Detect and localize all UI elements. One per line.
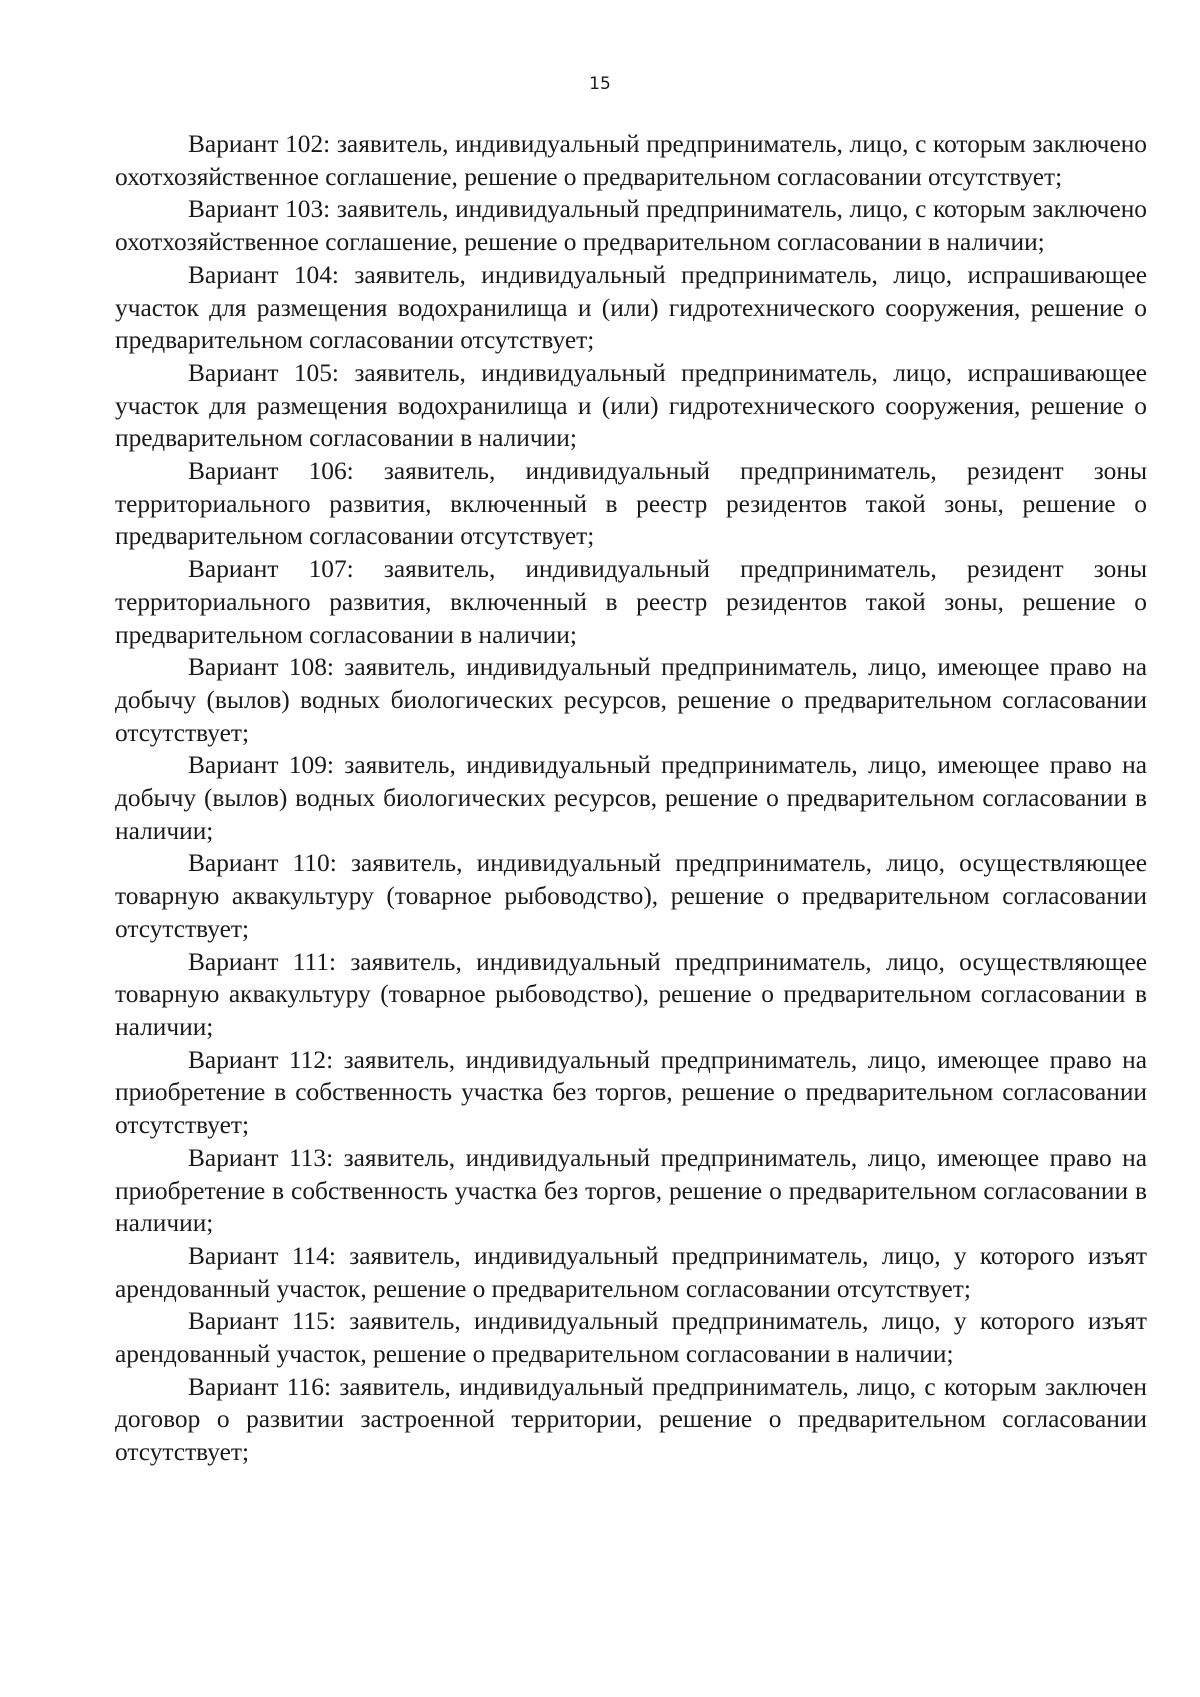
- variant-paragraph: Вариант 115: заявитель, индивидуальный предприниматель, лицо, у которого изъят арендованный участок, решение о предварительном согласовании в наличии;: [115, 1307, 1147, 1369]
- variant-paragraph: Вариант 106: заявитель, индивидуальный предприниматель, резидент зоны территориального развития, включенный в реестр резидентов такой зоны, решение о предварительном согласовании отсутствует;: [115, 457, 1147, 551]
- variant-paragraph: Вариант 113: заявитель, индивидуальный предприниматель, лицо, имеющее право на приобретение в собственность участка без торгов, решение о предварительном согласовании в наличии;: [115, 1143, 1147, 1238]
- variant-paragraph: Вариант 111: заявитель, индивидуальный предприниматель, лицо, осуществляющее товарную аквакультуру (товарное рыбоводство), решение о предварительном согласовании в наличии;: [115, 947, 1147, 1041]
- variant-paragraph: Вариант 105: заявитель, индивидуальный предприниматель, лицо, испрашивающее участок для размещения водохранилища и (или) гидротехнического сооружения, решение о предварительном согласовании в наличии;: [115, 358, 1147, 453]
- variant-paragraph: Вариант 109: заявитель, индивидуальный предприниматель, лицо, имеющее право на добычу (вылов) водных биологических ресурсов, решение о предварительном согласовании в наличии;: [115, 751, 1147, 845]
- variant-paragraph: Вариант 114: заявитель, индивидуальный предприниматель, лицо, у которого изъят арендованный участок, решение о предварительном согласовании отсутствует;: [115, 1241, 1147, 1303]
- variant-paragraph: Вариант 108: заявитель, индивидуальный предприниматель, лицо, имеющее право на добычу (вылов) водных биологических ресурсов, решение о предварительном согласовании отсутствует;: [115, 653, 1147, 747]
- page-number: 15: [589, 74, 611, 94]
- variant-paragraph: Вариант 107: заявитель, индивидуальный предприниматель, резидент зоны территориального развития, включенный в реестр резидентов такой зоны, решение о предварительном согласовании в наличии;: [115, 555, 1147, 649]
- document-body: [115, 128, 1147, 1469]
- variant-paragraph: Вариант 110: заявитель, индивидуальный предприниматель, лицо, осуществляющее товарную аквакультуру (товарное рыбоводство), решение о предварительном согласовании отсутствует;: [115, 849, 1147, 943]
- variant-paragraph: Вариант 112: заявитель, индивидуальный предприниматель, лицо, имеющее право на приобретение в собственность участка без торгов, решение о предварительном согласовании отсутствует;: [115, 1045, 1147, 1140]
- variant-paragraph: Вариант 104: заявитель, индивидуальный предприниматель, лицо, испрашивающее участок для размещения водохранилища и (или) гидротехнического сооружения, решение о предварительном согласовании отсутствует;: [115, 260, 1147, 355]
- variant-paragraph: Вариант 116: заявитель, индивидуальный предприниматель, лицо, с которым заключен договор о развитии застроенной территории, решение о предварительном согласовании отсутствует;: [115, 1372, 1147, 1467]
- variant-paragraph: Вариант 103: заявитель, индивидуальный предприниматель, лицо, с которым заключено охотхозяйственное соглашение, решение о предварительном согласовании в наличии;: [115, 195, 1147, 257]
- variant-paragraph: Вариант 102: заявитель, индивидуальный предприниматель, лицо, с которым заключено охотхозяйственное соглашение, решение о предварительном согласовании отсутствует;: [115, 130, 1147, 191]
